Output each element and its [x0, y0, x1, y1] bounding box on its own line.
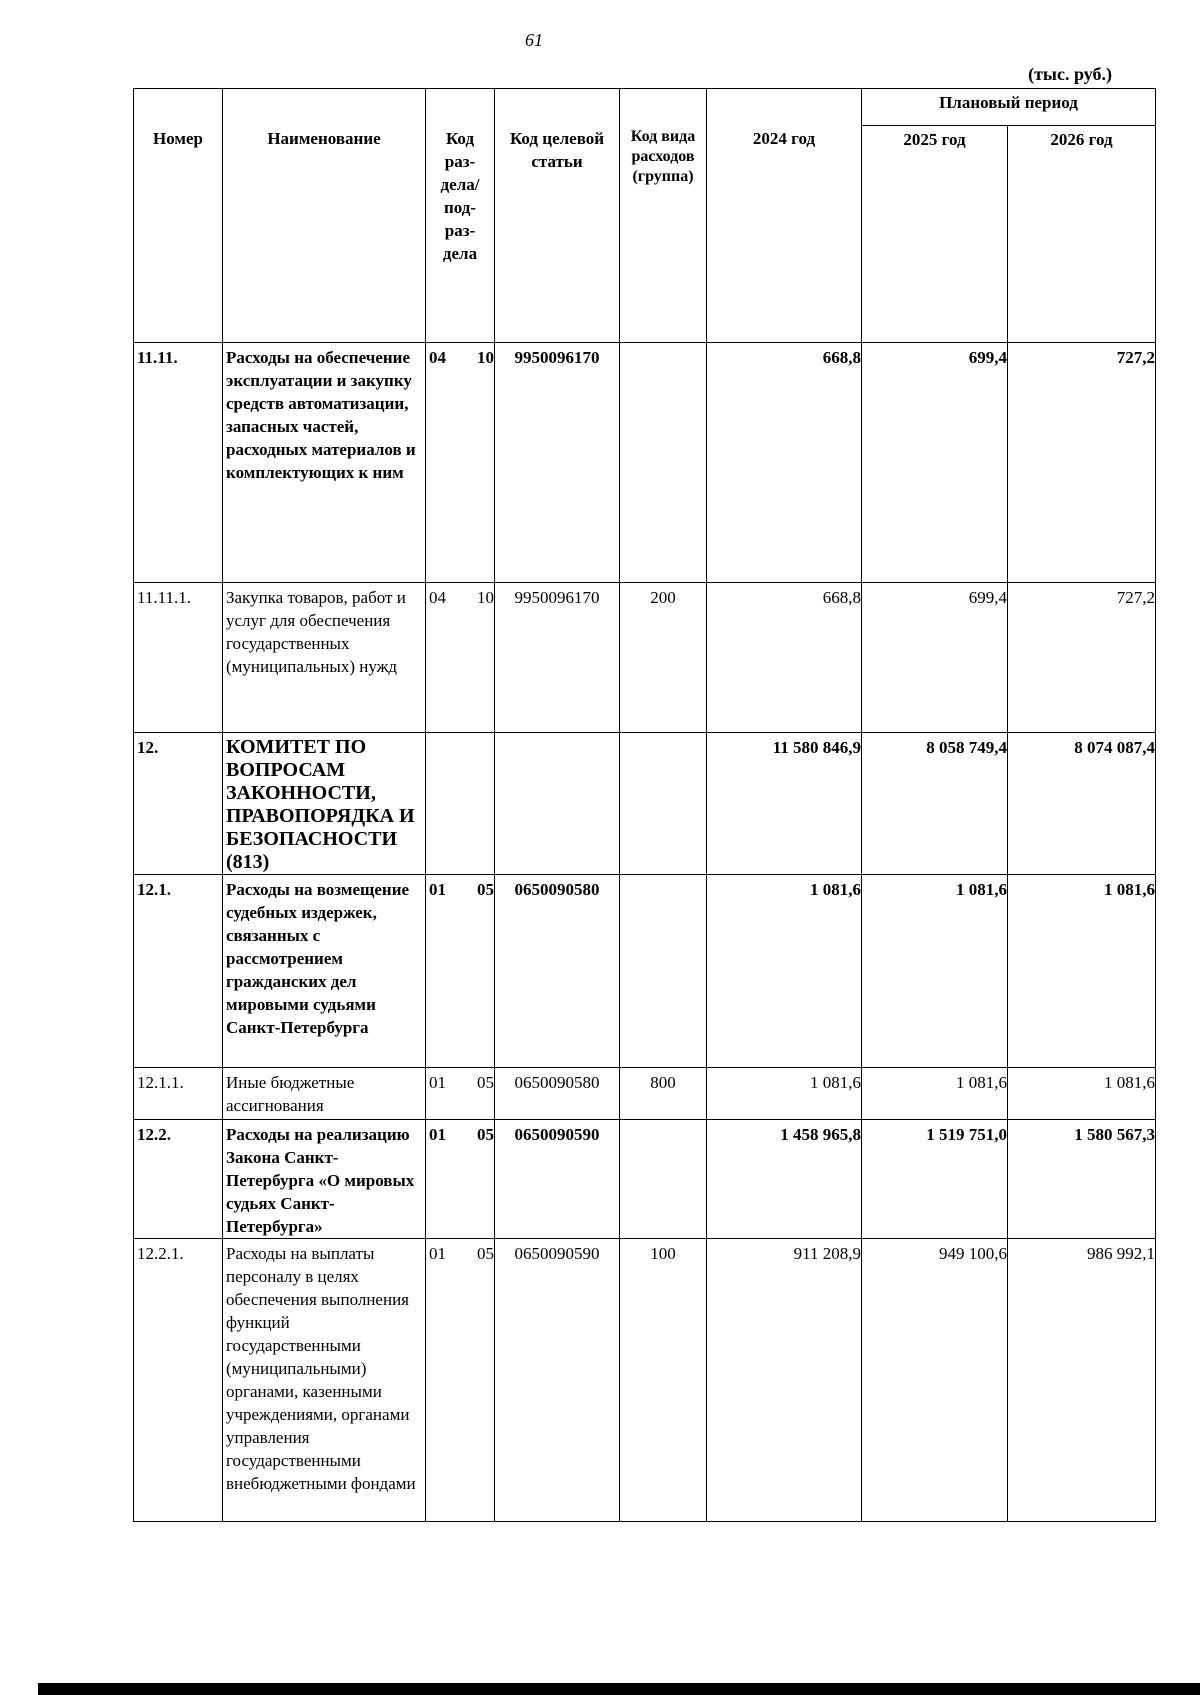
row-amount-2026: 727,2 — [1008, 583, 1156, 733]
page-bottom-bar — [38, 1683, 1200, 1695]
row-name: Закупка товаров, работ и услуг для обеспечения государственных (муниципальных) нужд — [223, 583, 426, 733]
row-section-code — [426, 1120, 495, 1239]
header-target: Код целевой статьи — [495, 89, 620, 343]
units-label: (тыс. руб.) — [1028, 64, 1112, 84]
subsection-code: 10 — [477, 348, 494, 367]
row-amount-2024: 1 458 965,8 — [707, 1120, 862, 1239]
row-amount-2025: 949 100,6 — [862, 1239, 1008, 1522]
subsection-code: 05 — [477, 1244, 494, 1263]
section-code: 01 — [429, 1125, 446, 1144]
row-expense-type: 100 — [620, 1239, 707, 1522]
header-2026: 2026 год — [1008, 126, 1156, 343]
section-code: 01 — [429, 1073, 446, 1092]
row-amount-2025: 8 058 749,4 — [862, 733, 1008, 875]
row-number: 11.11. — [134, 343, 223, 583]
row-name: Расходы на реализацию Закона Санкт-Петербурга «О мировых судьях Санкт-Петербурга» — [223, 1120, 426, 1239]
row-amount-2026: 1 580 567,3 — [1008, 1120, 1156, 1239]
row-expense-type — [620, 1120, 707, 1239]
row-name: Иные бюджетные ассигнования — [223, 1068, 426, 1120]
row-section-code — [426, 875, 495, 1068]
row-expense-type: 800 — [620, 1068, 707, 1120]
row-amount-2024: 668,8 — [707, 583, 862, 733]
header-plan-period: Плановый период — [862, 89, 1156, 126]
row-number: 12.1.1. — [134, 1068, 223, 1120]
row-target-code: 0650090580 — [495, 1068, 620, 1120]
row-amount-2024: 668,8 — [707, 343, 862, 583]
table-row — [134, 1120, 1156, 1239]
header-name: Наименование — [223, 89, 426, 343]
page-number: 61 — [525, 30, 543, 50]
row-name: КОМИТЕТ ПО ВОПРОСАМ ЗАКОННОСТИ, ПРАВОПОРЯДКА И БЕЗОПАСНОСТИ (813) — [223, 733, 426, 875]
row-target-code — [495, 733, 620, 875]
header-number: Номер — [134, 89, 223, 343]
row-expense-type — [620, 343, 707, 583]
row-amount-2025: 1 081,6 — [862, 1068, 1008, 1120]
table-row — [134, 1239, 1156, 1522]
header-2024: 2024 год — [707, 89, 862, 343]
row-section-code — [426, 583, 495, 733]
row-amount-2026: 1 081,6 — [1008, 875, 1156, 1068]
subsection-code: 05 — [477, 1073, 494, 1092]
subsection-code: 10 — [477, 588, 494, 607]
row-name: Расходы на выплаты персоналу в целях обеспечения выполнения функций государственными (муниципальными) органами, казенными учреждениями, органами управления государственными внебюджетными фондами — [223, 1239, 426, 1522]
table-row — [134, 733, 1156, 875]
budget-table — [133, 88, 1156, 1522]
row-section-code — [426, 733, 495, 875]
row-name: Расходы на обеспечение эксплуатации и закупку средств автоматизации, запасных частей, расходных материалов и комплектующих к ним — [223, 343, 426, 583]
row-target-code: 9950096170 — [495, 343, 620, 583]
row-amount-2024: 911 208,9 — [707, 1239, 862, 1522]
header-expense-type: Код вида расходов (группа) — [620, 89, 707, 343]
row-amount-2026: 986 992,1 — [1008, 1239, 1156, 1522]
section-code: 01 — [429, 1244, 446, 1263]
row-section-code — [426, 1239, 495, 1522]
row-amount-2024: 11 580 846,9 — [707, 733, 862, 875]
row-amount-2025: 1 081,6 — [862, 875, 1008, 1068]
row-target-code: 0650090590 — [495, 1120, 620, 1239]
section-code: 04 — [429, 588, 446, 607]
row-amount-2025: 699,4 — [862, 343, 1008, 583]
row-expense-type — [620, 875, 707, 1068]
row-amount-2026: 727,2 — [1008, 343, 1156, 583]
row-target-code: 0650090590 — [495, 1239, 620, 1522]
subsection-code: 05 — [477, 880, 494, 899]
table-row — [134, 1068, 1156, 1120]
header-2025: 2025 год — [862, 126, 1008, 343]
row-number: 12.2. — [134, 1120, 223, 1239]
row-section-code — [426, 343, 495, 583]
row-expense-type: 200 — [620, 583, 707, 733]
row-number: 12.1. — [134, 875, 223, 1068]
section-code: 04 — [429, 348, 446, 367]
row-number: 12. — [134, 733, 223, 875]
table-row — [134, 583, 1156, 733]
row-amount-2026: 1 081,6 — [1008, 1068, 1156, 1120]
header-section: Код раз-дела/ под-раз-дела — [426, 89, 495, 343]
table-row — [134, 343, 1156, 583]
row-amount-2024: 1 081,6 — [707, 1068, 862, 1120]
table-row — [134, 875, 1156, 1068]
row-number: 11.11.1. — [134, 583, 223, 733]
row-expense-type — [620, 733, 707, 875]
row-target-code: 9950096170 — [495, 583, 620, 733]
row-amount-2025: 699,4 — [862, 583, 1008, 733]
row-section-code — [426, 1068, 495, 1120]
section-code: 01 — [429, 880, 446, 899]
row-amount-2024: 1 081,6 — [707, 875, 862, 1068]
row-amount-2025: 1 519 751,0 — [862, 1120, 1008, 1239]
subsection-code: 05 — [477, 1125, 494, 1144]
row-target-code: 0650090580 — [495, 875, 620, 1068]
header-row — [134, 89, 1156, 126]
row-amount-2026: 8 074 087,4 — [1008, 733, 1156, 875]
row-number: 12.2.1. — [134, 1239, 223, 1522]
row-name: Расходы на возмещение судебных издержек, связанных с рассмотрением гражданских дел мировыми судьями Санкт-Петербурга — [223, 875, 426, 1068]
